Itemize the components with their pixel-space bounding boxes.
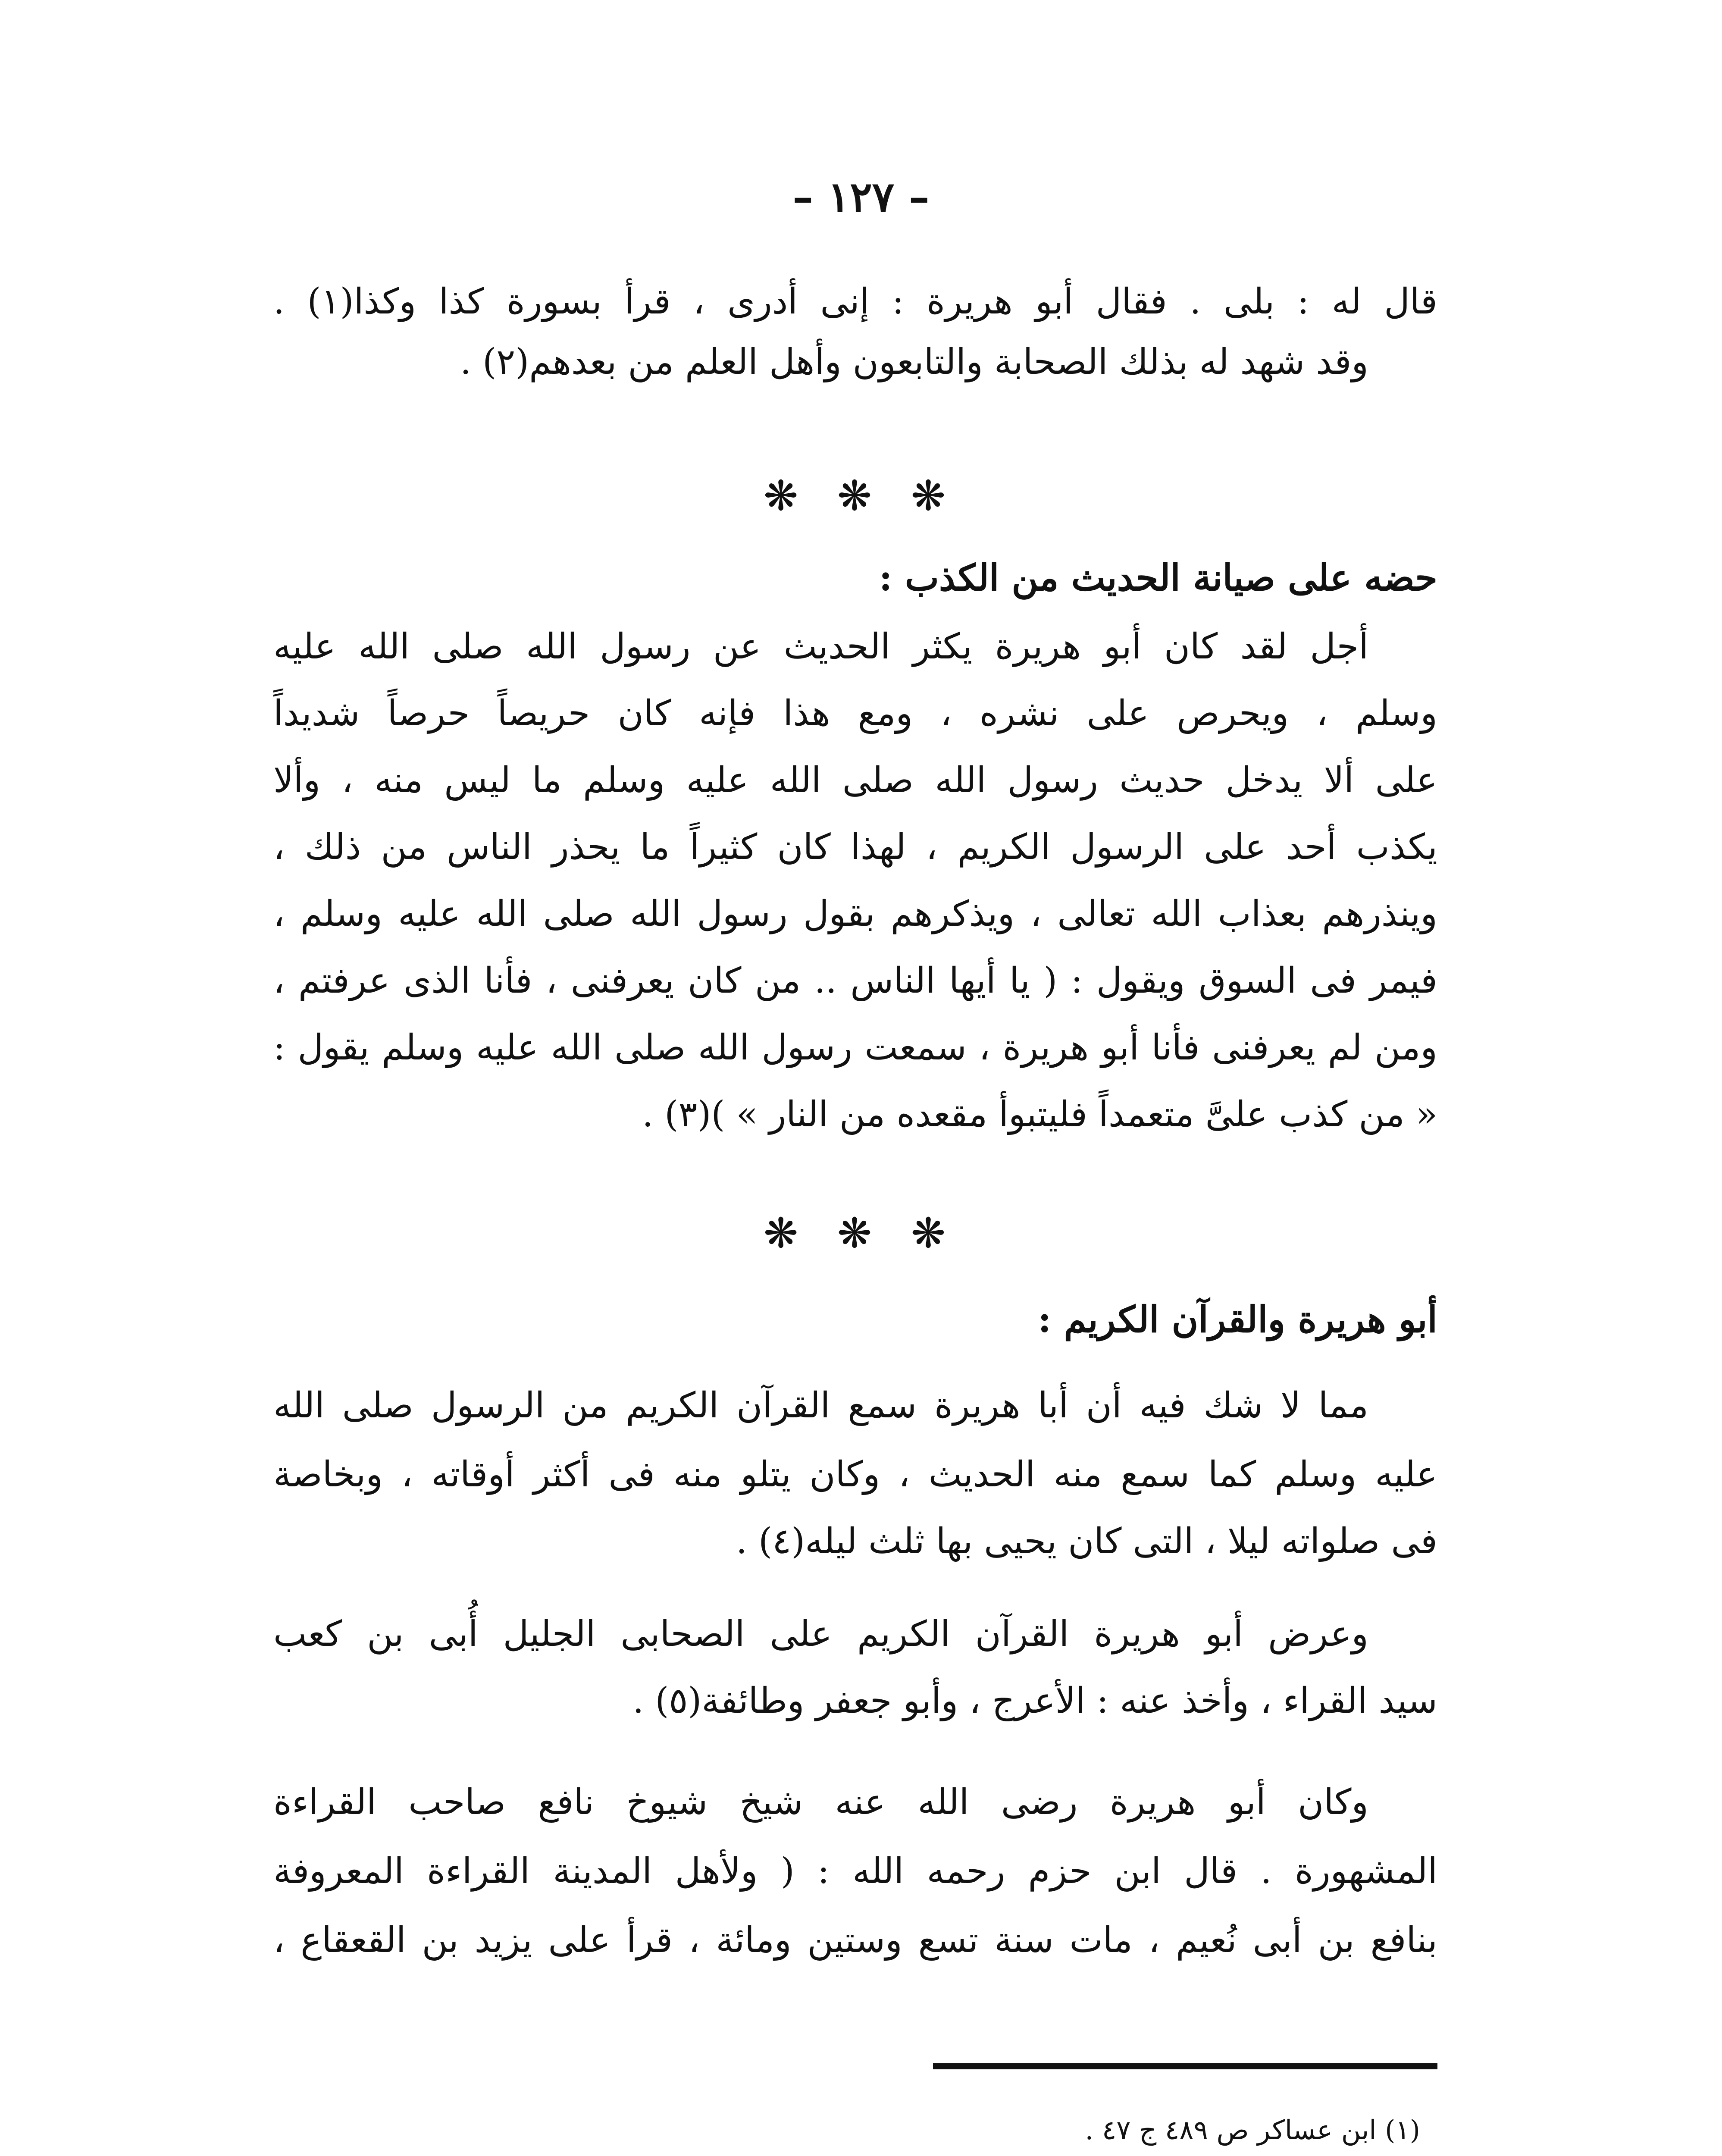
paragraph-line: عليه وسلم كما سمع منه الحديث ، وكان يتلو منه فى أكثر أوقاته ، وبخاصة: [273, 1454, 1437, 1495]
footnote-1: (١) ابن عساكر ص ٤٨٩ ج ٤٧ .: [1085, 2114, 1420, 2146]
paragraph-line: وسلم ، ويحرص على نشره ، ومع هذا فإنه كان حريصاً حرصاً شديداً: [273, 693, 1437, 734]
intro-line-2: وقد شهد له بذلك الصحابة والتابعون وأهل العلم من بعدهم(٢) .: [460, 342, 1368, 382]
paragraph-line: وعرض أبو هريرة القرآن الكريم على الصحابى الجليل أُبى بن كعب: [273, 1614, 1368, 1655]
paragraph-line: « من كذب علىَّ متعمداً فليتبوأ مقعده من النار » )(٣) .: [642, 1094, 1437, 1135]
paragraph-line: وكان أبو هريرة رضى الله عنه شيخ شيوخ نافع صاحب القراءة: [273, 1782, 1368, 1823]
section-separator-2: ❋ ❋ ❋: [763, 1209, 959, 1257]
footnote-divider: [933, 2063, 1437, 2069]
paragraph-line: بنافع بن أبى نُعيم ، مات سنة تسع وستين ومائة ، قرأ على يزيد بن القعقاع ،: [273, 1920, 1437, 1961]
paragraph-line: فى صلواته ليلا ، التى كان يحيى بها ثلث ليله(٤) .: [736, 1521, 1437, 1562]
paragraph-line: على ألا يدخل حديث رسول الله صلى الله عليه وسلم ما ليس منه ، وألا: [273, 760, 1437, 801]
paragraph-line: يكذب أحد على الرسول الكريم ، لهذا كان كثيراً ما يحذر الناس من ذلك ،: [273, 827, 1437, 868]
section-heading-quran: أبو هريرة والقرآن الكريم :: [1038, 1298, 1437, 1341]
section-separator-1: ❋ ❋ ❋: [763, 472, 959, 520]
intro-line-1: قال له : بلى . فقال أبو هريرة : إنى أدرى ، قرأ بسورة كذا وكذا(١) .: [273, 281, 1438, 322]
paragraph-line: المشهورة . قال ابن حزم رحمه الله : ( ولأهل المدينة القراءة المعروفة: [273, 1851, 1437, 1892]
paragraph-line: وينذرهم بعذاب الله تعالى ، ويذكرهم بقول رسول الله صلى الله عليه وسلم ،: [273, 893, 1437, 934]
footnote-2: [767, 2154, 1420, 2156]
paragraph-line: مما لا شك فيه أن أبا هريرة سمع القرآن الكريم من الرسول صلى الله: [273, 1385, 1368, 1426]
section-heading-hadith-protection: حضه على صيانة الحديث من الكذب :: [879, 556, 1437, 599]
paragraph-line: سيد القراء ، وأخذ عنه : الأعرج ، وأبو جعفر وطائفة(٥) .: [632, 1680, 1437, 1721]
paragraph-line: فيمر فى السوق ويقول : ( يا أيها الناس .. من كان يعرفنى ، فأنا الذى عرفتم ،: [273, 960, 1437, 1001]
paragraph-line: ومن لم يعرفنى فأنا أبو هريرة ، سمعت رسول الله صلى الله عليه وسلم يقول :: [273, 1027, 1437, 1068]
page-number: – ١٢٧ –: [792, 172, 930, 221]
paragraph-line: أجل لقد كان أبو هريرة يكثر الحديث عن رسول الله صلى الله عليه: [273, 626, 1368, 667]
